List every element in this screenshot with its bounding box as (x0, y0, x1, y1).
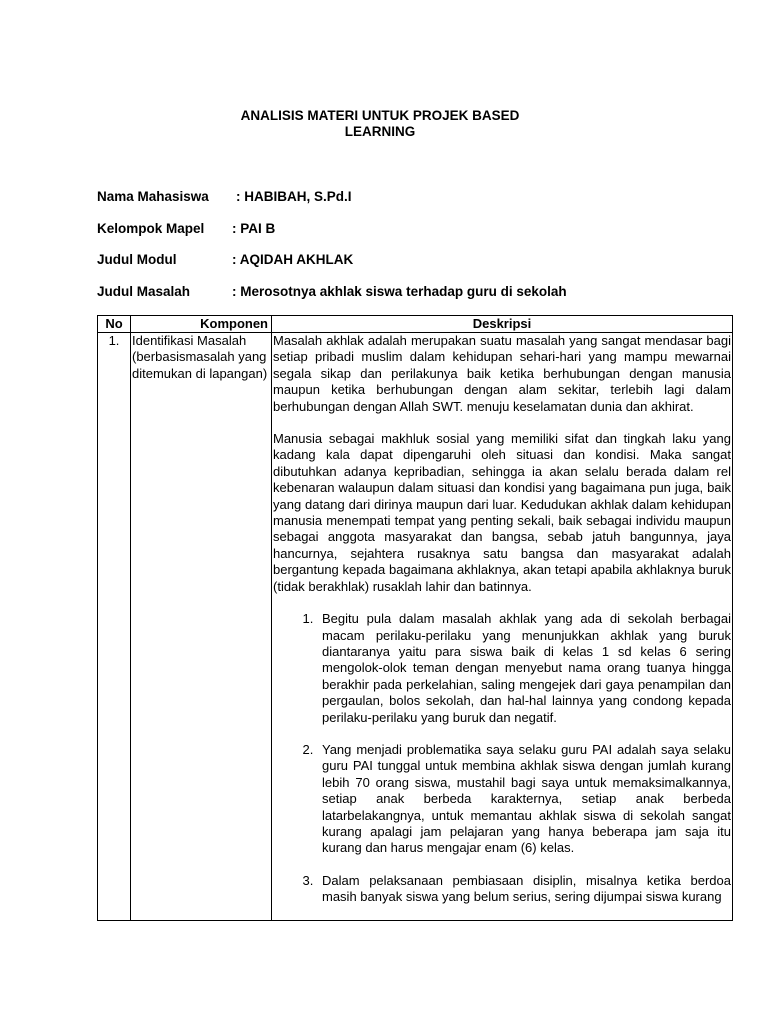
document-title (0, 108, 760, 140)
cell-komponen: Identifikasi Masalah (berbasismasalah yang ditemukan di lapangan) (131, 333, 272, 921)
meta-label: Nama Mahasiswa (97, 189, 209, 204)
title-line-2: LEARNING (344, 124, 416, 139)
meta-value: : HABIBAH, S.Pd.I (236, 189, 352, 204)
header-no: No (98, 316, 131, 333)
header-komponen: Komponen (131, 316, 272, 333)
problem-list (273, 611, 731, 906)
list-item: 3. Dalam pelaksanaan pembiasaan disiplin, misalnya ketika berdoa masih banyak siswa yang belum serius, sering dijumpai siswa kurang (317, 873, 731, 906)
analysis-table (97, 315, 733, 921)
table-row (98, 333, 733, 921)
cell-deskripsi (272, 333, 733, 921)
list-item: 1. Begitu pula dalam masalah akhlak yang ada di sekolah berbagai macam perilaku-perilaku yang menunjukkan akhlak yang buruk diantaranya yaitu para siswa baik di kelas 1 sd kelas 6 sering mengolok-olok teman dengan menyebut nama orang tuanya hingga berakhir pada perkelahian, saling mengejek dari gaya penampilan dan pergaulan, bolos sekolah, dan hal-hal lainnya yang condong kepada perilaku-perilaku yang buruk dan negatif. (317, 611, 731, 726)
description-paragraph: Masalah akhlak adalah merupakan suatu masalah yang sangat mendasar bagi setiap pribadi muslim dalam kehidupan sehari-hari yang mampu mewarnai segala sikap dan perilakunya baik ketika berhubungan dengan manusia maupun ketika berhubungan dengan alam sekitar, terlebih lagi dalam berhubungan dengan Allah SWT. menuju keselamatan dunia dan akhirat. (273, 333, 731, 414)
meta-value: : Merosotnya akhlak siswa terhadap guru di sekolah (232, 284, 567, 299)
meta-value: : AQIDAH AKHLAK (232, 252, 354, 267)
meta-label: Kelompok Mapel (97, 221, 205, 236)
list-item: 2. Yang menjadi problematika saya selaku guru PAI adalah saya selaku guru PAI tunggal untuk membina akhlak siswa dengan jumlah kurang lebih 70 orang siswa, mustahil bagi saya untuk memaksimalkannya, setiap anak berbeda karakternya, setiap anak berbeda latarbelakangnya, untuk memantau akhlak siswa di sekolah sangat kurang apalagi jam pelajaran yang hanya beberapa jam saja itu kurang dan harus mengajar enam (6) kelas. (317, 742, 731, 857)
meta-label: Judul Masalah (97, 284, 191, 299)
description-paragraph: Manusia sebagai makhluk sosial yang memiliki sifat dan tingkah laku yang kadang kala dapat dipengaruhi oleh situasi dan kondisi. Maka sangat dibutuhkan adanya kepribadian, sehingga ia akan selalu berada dalam rel kebenaran walaupun dalam situasi dan kondisi yang bagaimana pun juga, baik yang datang dari dirinya maupun dari luar. Kedudukan akhlak dalam kehidupan manusia menempati tempat yang penting sekali, baik sebagai individu maupun sebagai anggota masyarakat dan bangsa, sebab jatuh bangunnya, jaya hancurnya, sejahtera rusaknya satu bangsa dan masyarakat adalah bergantung kepada bagaimana akhlaknya, akan tetapi apabila akhlaknya buruk (tidak berakhlak) rusaklah lahir dan batinnya. (273, 431, 731, 594)
meta-value: : PAI B (232, 221, 276, 236)
header-deskripsi: Deskripsi (272, 316, 733, 333)
table-header-row (98, 316, 733, 333)
meta-label: Judul Modul (97, 252, 177, 267)
cell-no: 1. (98, 333, 131, 921)
title-line-1: ANALISIS MATERI UNTUK PROJEK BASED (240, 108, 520, 123)
